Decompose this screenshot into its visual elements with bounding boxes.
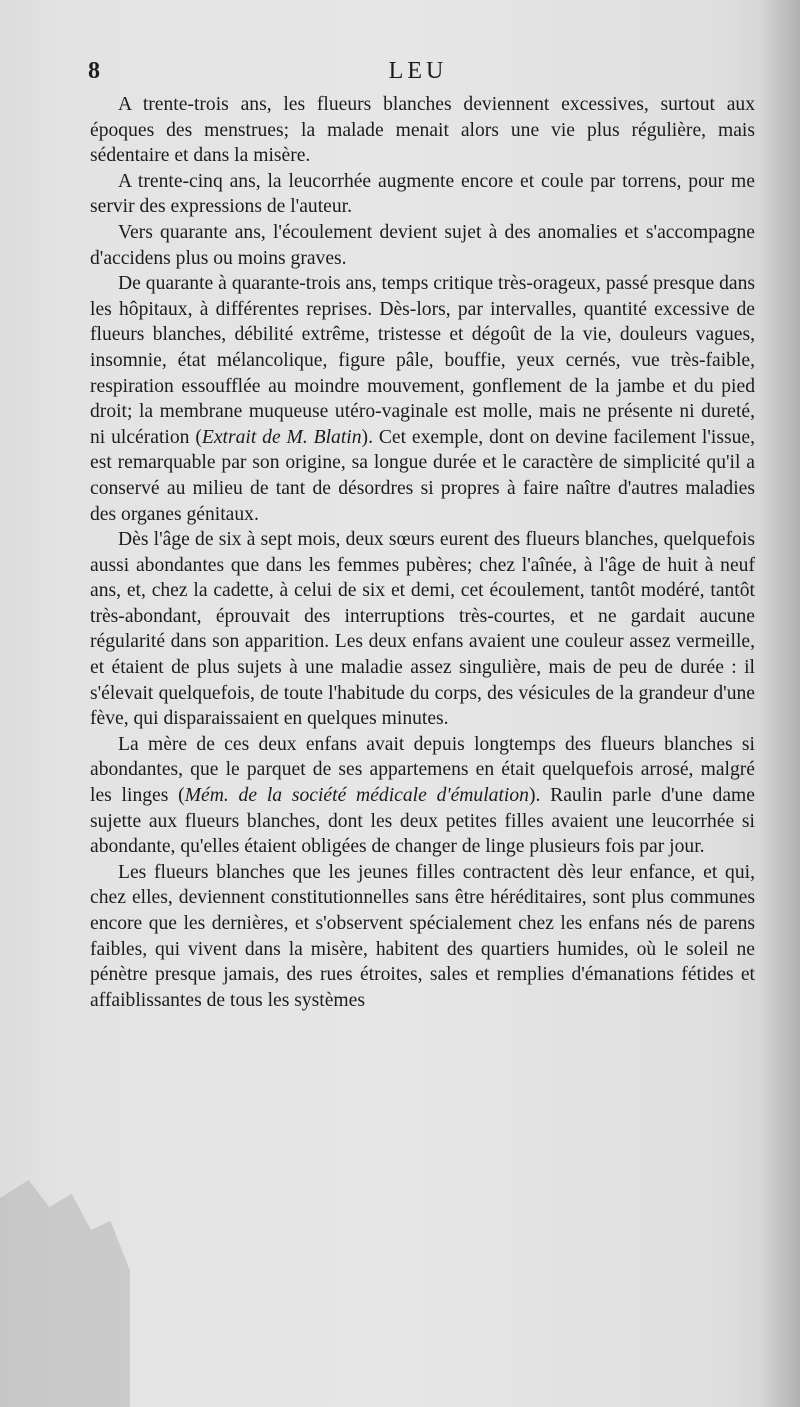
paragraph-4-text-after: ). Cet exemple, dont on devine facilement l'issue, est remarquable par son origine, sa longue durée et le caractère de simplicité qu'il a conservé au milieu de tant de désordres si propres à faire naître d'autres maladies des organes génitaux. xyxy=(90,426,755,525)
citation-memoires: Mém. de la société médicale d'émulation xyxy=(184,785,529,807)
paragraph-4 xyxy=(90,271,755,527)
paragraph-6-text-before: La mère de ces deux enfans avait depuis longtemps des flueurs blanches si abondantes, que le parquet de ses appartemens en était quelquefois arrosé, malgré les linges ( xyxy=(90,733,755,807)
torn-paper-corner xyxy=(0,1180,130,1407)
paragraph-1: A trente-trois ans, les flueurs blanches deviennent excessives, surtout aux époques des menstrues; la malade menait alors une vie plus régulière, mais sédentaire et dans la misère. xyxy=(90,94,755,167)
paragraph-2: A trente-cinq ans, la leucorrhée augmente encore et coule par torrens, pour me servir des expressions de l'auteur. xyxy=(90,170,755,218)
paragraph-6 xyxy=(90,732,755,860)
paragraph-3: Vers quarante ans, l'écoulement devient sujet à des anomalies et s'accompagne d'accidens plus ou moins graves. xyxy=(90,221,755,269)
citation-blatin: Extrait de M. Blatin xyxy=(201,426,362,448)
page-header xyxy=(88,58,748,94)
body-text xyxy=(90,92,755,1013)
running-head: LEU xyxy=(388,58,448,84)
paragraph-4-text-before: De quarante à quarante-trois ans, temps critique très-orageux, passé presque dans les hôpitaux, à différentes reprises. Dès-lors, par intervalles, quantité excessive de flueurs blanches, débilité extrême, tristesse et dégoût de la vie, douleurs vagues, insomnie, état mélancolique, figure pâle, bouffie, yeux cernés, vue très-faible, respiration essoufflée au moindre mouvement, gonflement de la jambe et du pied droit; la membrane muqueuse utéro-vaginale est molle, mais ne présente ni dureté, ni ulcération ( xyxy=(90,273,755,448)
paragraph-7: Les flueurs blanches que les jeunes filles contractent dès leur enfance, et qui, chez elles, deviennent constitutionnelles sans être héréditaires, sont plus communes encore que les dernières, et s'observent spécialement chez les enfans nés de parens faibles, qui vivent dans la misère, habitent des quartiers humides, où le soleil ne pénètre presque jamais, des rues étroites, sales et remplies d'émanations fétides et affaiblissantes de tous les systèmes xyxy=(90,861,755,1011)
page-number: 8 xyxy=(88,58,101,84)
paragraph-6-text-after: ). Raulin parle d'une dame sujette aux flueurs blanches, dont les deux petites filles avaient une leucorrhée si abondante, qu'elles étaient obligées de changer de linge plusieurs fois par jour. xyxy=(90,785,755,858)
paragraph-5: Dès l'âge de six à sept mois, deux sœurs eurent des flueurs blanches, quelquefois aussi abondantes que dans les femmes pubères; chez l'aînée, à l'âge de huit à neuf ans, et, chez la cadette, à celui de six et demi, cet écoulement, tantôt modéré, tantôt très-abondant, éprouvait des interruptions très-courtes, et ne gardait aucune régularité dans son apparition. Les deux enfans avaient une couleur assez vermeille, et étaient de plus sujets à une maladie assez singulière, mais de peu de durée : il s'élevait quelquefois, de toute l'habitude du corps, des vésicules de la grandeur d'une fève, qui disparaissaient en quelques minutes. xyxy=(90,529,755,730)
